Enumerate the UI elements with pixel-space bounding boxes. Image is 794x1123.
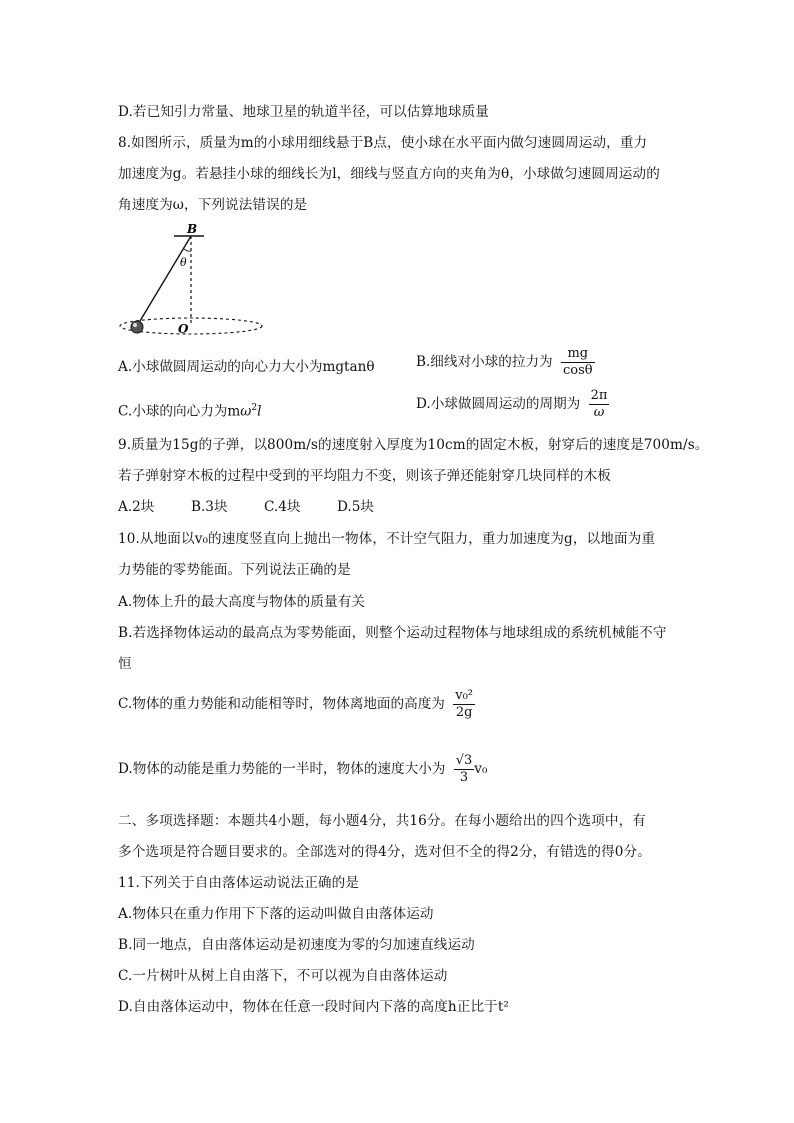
- q8-stem-line-2: 加速度为g。若悬挂小球的细线长为l，细线与竖直方向的夹角为θ，小球做匀速圆周运动的: [118, 166, 660, 182]
- q11-option-d: D.自由落体运动中，物体在任意一段时间内下落的高度h正比于t²: [118, 999, 509, 1015]
- q8-option-d: [416, 388, 609, 421]
- fraction-denominator: 3: [459, 770, 469, 785]
- q8-stem-line-3: 角速度为ω，下列说法错误的是: [118, 197, 308, 213]
- q8-option-a: A.小球做圆周运动的向心力大小为mgtanθ: [118, 359, 375, 375]
- q10-option-d: [118, 753, 487, 786]
- q8-option-d-fraction: [589, 388, 610, 421]
- q10-stem-line-1: 10.从地面以v₀的速度竖直向上抛出一物体，不计空气阻力，重力加速度为g，以地面为重: [118, 531, 656, 547]
- q10-option-b-line-2: 恒: [118, 656, 132, 672]
- q8-option-b-fraction: [561, 346, 595, 379]
- fraction-denominator: 2g: [455, 705, 473, 720]
- q8-stem-line-1: 8.如图所示，质量为m的小球用细线悬于B点，使小球在水平面内做匀速圆周运动，重力: [118, 135, 648, 151]
- exponent: 2: [251, 403, 258, 413]
- q11-option-a: A.物体只在重力作用下下落的运动叫做自由落体运动: [118, 906, 434, 922]
- q9-option-a: A.2块: [118, 499, 155, 515]
- q9-option-c: C.4块: [264, 499, 301, 515]
- q8-option-b: [416, 346, 595, 379]
- string-line: [137, 236, 191, 326]
- q8-option-c-text: C.小球的向心力为m: [118, 403, 241, 420]
- q11-stem: 11.下列关于自由落体运动说法正确的是: [118, 875, 360, 891]
- section-2-heading-line-2: 多个选项是符合题目要求的。全部选对的得4分，选对但不全的得2分，有错选的得0分。: [118, 844, 651, 860]
- pendulum-figure: [118, 222, 288, 342]
- fraction-numerator: √3: [455, 753, 473, 768]
- q10-option-d-text: D.物体的动能是重力势能的一半时，物体的速度大小为: [118, 761, 446, 777]
- q11-option-c: C.一片树叶从树上自由落下，不可以视为自由落体运动: [118, 968, 448, 984]
- q10-option-d-fraction: [454, 753, 475, 786]
- q10-option-c-fraction: [453, 688, 475, 721]
- q9-stem-line-1: 9.质量为15g的子弹，以800m/s的速度射入厚度为10cm的固定木板，射穿后的速度是700m/s。: [118, 437, 709, 453]
- omega-symbol: ω: [240, 403, 252, 420]
- fraction-denominator: ω: [593, 405, 605, 420]
- label-theta: θ: [180, 256, 187, 269]
- length-symbol: l: [257, 403, 262, 420]
- fraction-numerator: v₀²: [455, 688, 474, 703]
- ball: [131, 321, 143, 333]
- ball-highlight: [133, 323, 137, 327]
- section-2-heading-line-1: 二、多项选择题：本题共4小题，每小题4分，共16分。在每小题给出的四个选项中，有: [118, 813, 646, 829]
- label-o: O: [178, 322, 189, 336]
- fraction-numerator: 2π: [590, 388, 608, 403]
- fraction-denominator: cosθ: [562, 363, 593, 378]
- angle-arc: [184, 249, 191, 251]
- label-b: B: [187, 222, 198, 236]
- q9-option-b: B.3块: [191, 499, 228, 515]
- q10-option-c: [118, 688, 475, 721]
- q9-option-d: D.5块: [337, 499, 374, 515]
- q10-option-b-line-1: B.若选择物体运动的最高点为零势能面，则整个运动过程物体与地球组成的系统机械能不守: [118, 625, 667, 641]
- q10-stem-line-2: 力势能的零势能面。下列说法正确的是: [118, 562, 351, 578]
- q10-option-c-text: C.物体的重力势能和动能相等时，物体离地面的高度为: [118, 696, 445, 712]
- q11-option-b: B.同一地点，自由落体运动是初速度为零的匀加速直线运动: [118, 937, 475, 953]
- q8-option-c: [118, 398, 261, 422]
- q10-option-d-suffix: v₀: [474, 761, 488, 777]
- fraction-numerator: mg: [561, 346, 595, 363]
- q7-option-d: D.若已知引力常量、地球卫星的轨道半径，可以估算地球质量: [118, 104, 489, 120]
- q9-stem-line-2: 若子弹射穿木板的过程中受到的平均阻力不变，则该子弹还能射穿几块同样的木板: [118, 468, 611, 484]
- q10-option-a: A.物体上升的最大高度与物体的质量有关: [118, 594, 366, 610]
- q8-option-d-text: D.小球做圆周运动的周期为: [416, 396, 581, 412]
- q8-option-b-text: B.细线对小球的拉力为: [416, 354, 553, 370]
